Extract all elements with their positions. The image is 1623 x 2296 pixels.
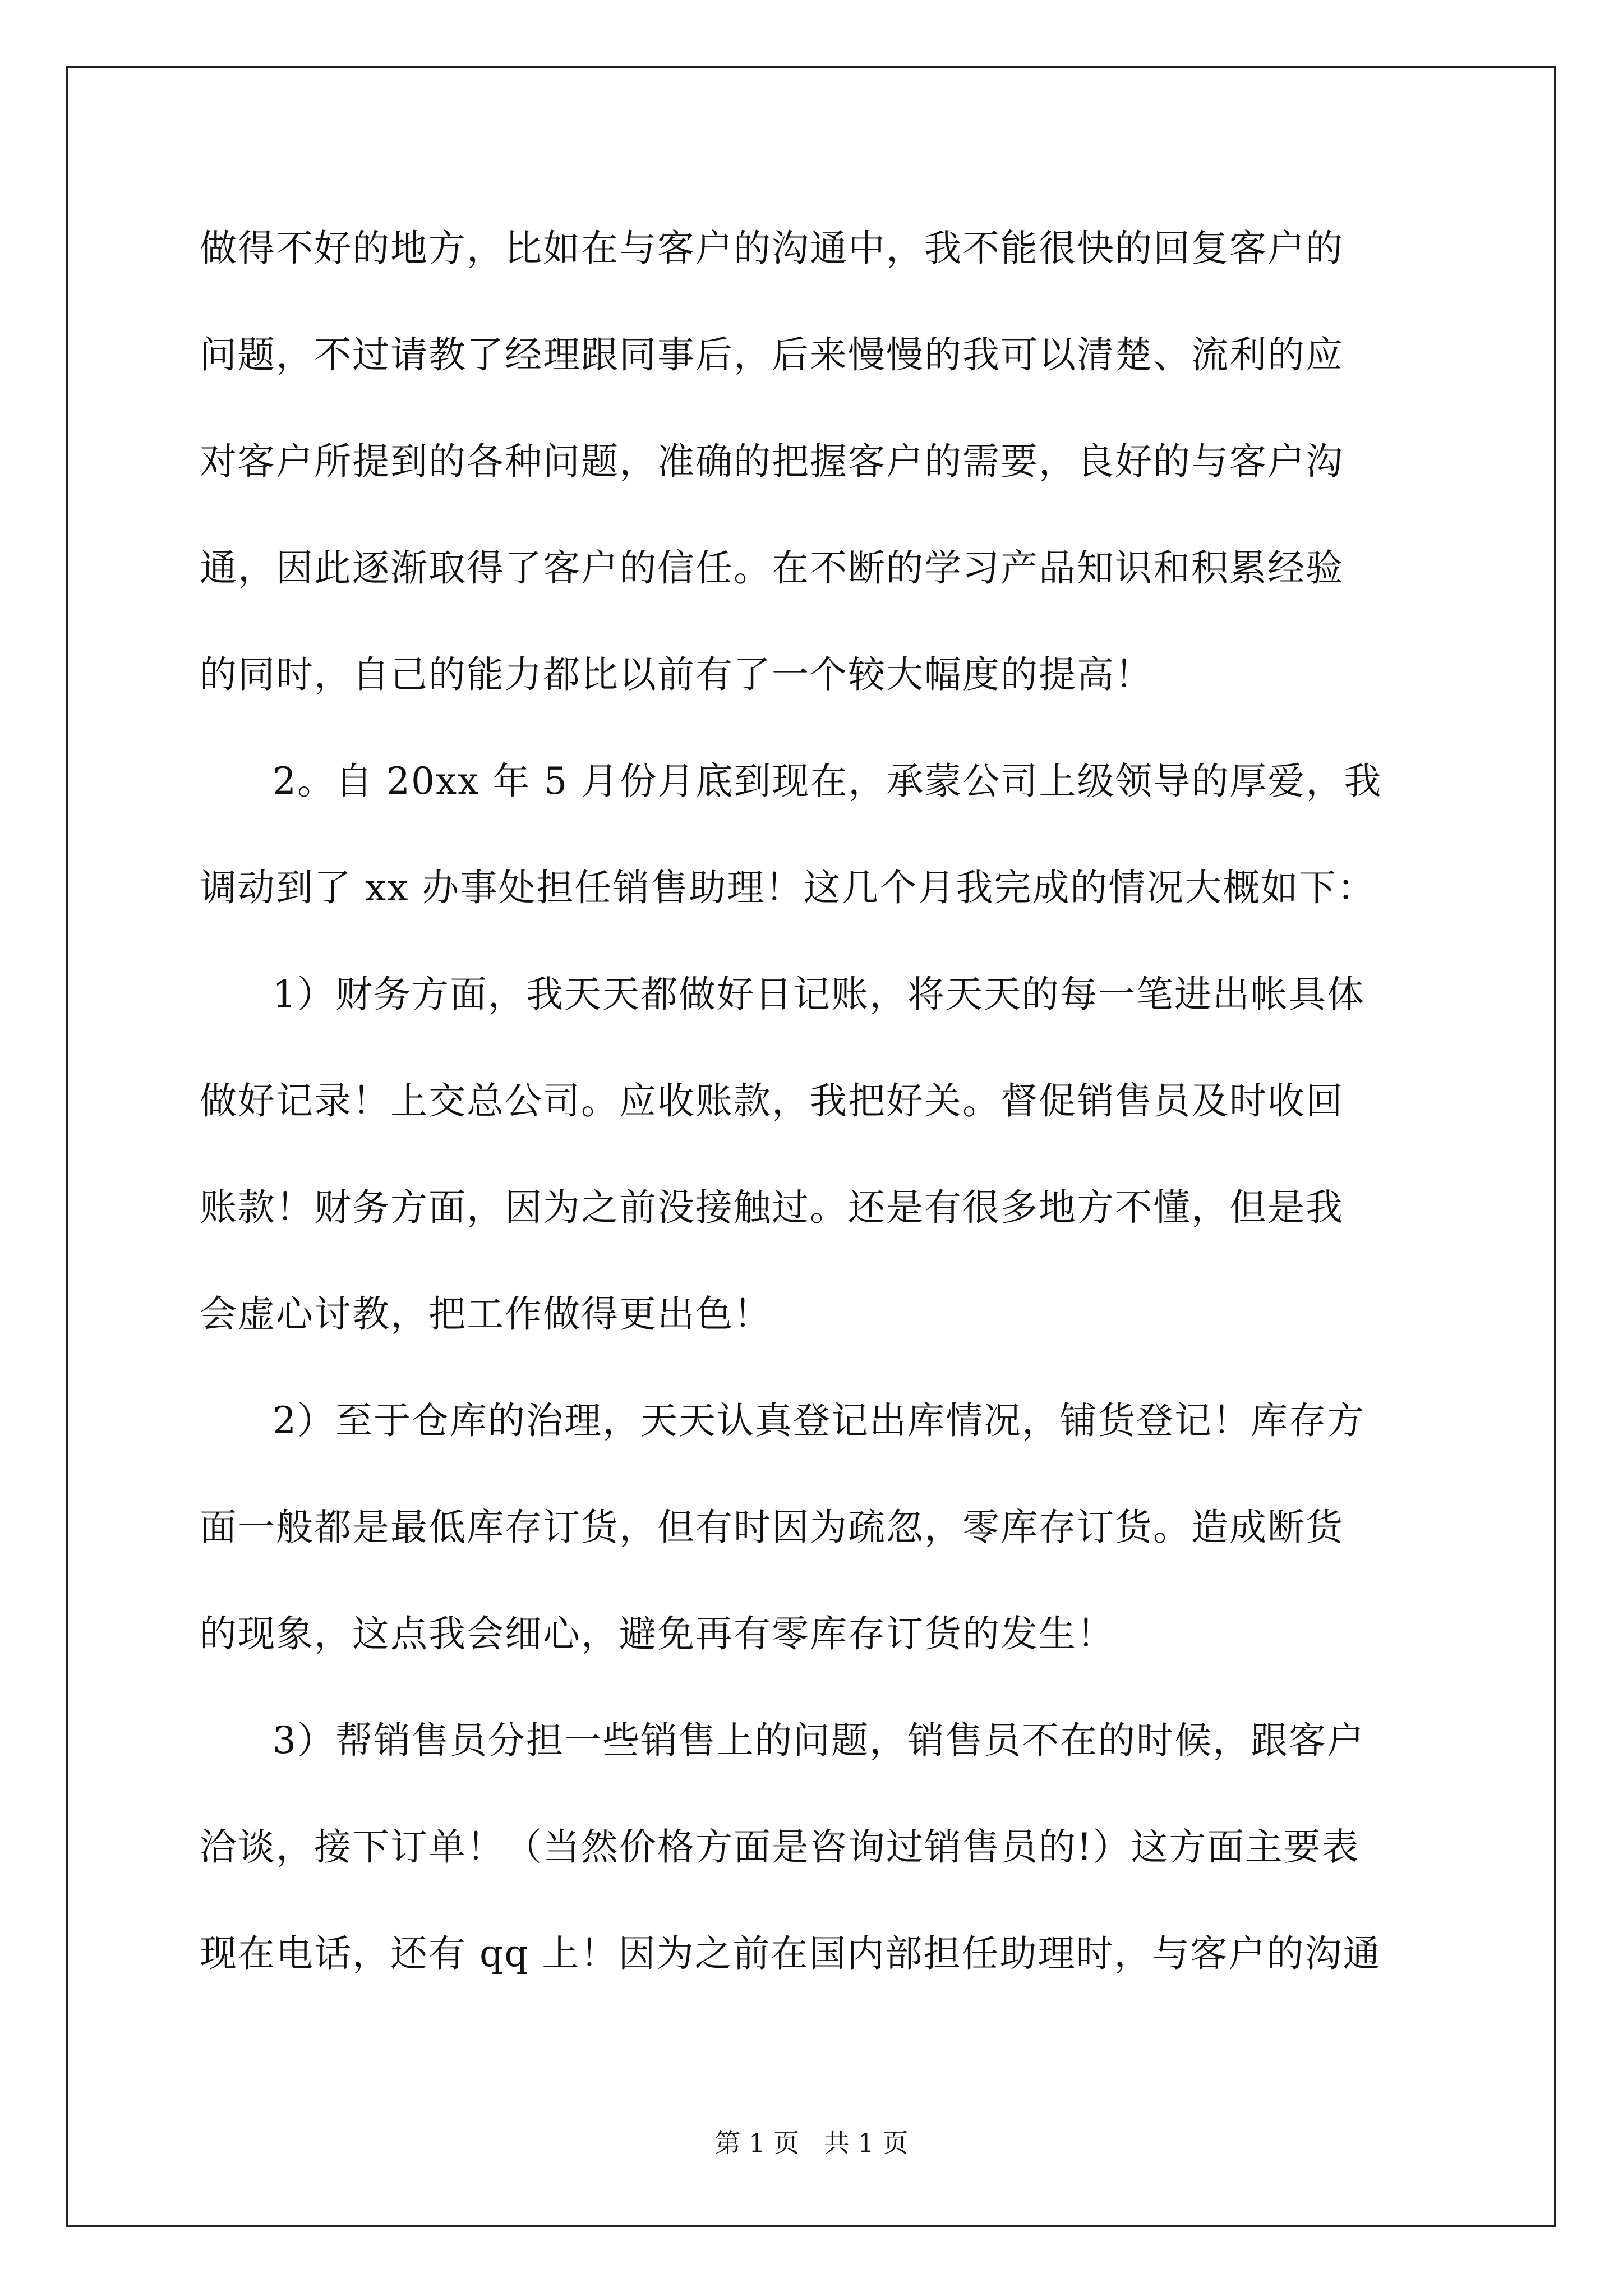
text-line: 面一般都是最低库存订货，但有时因为疏忽，零库存订货。造成断货 bbox=[200, 1506, 1344, 1549]
document-body bbox=[200, 218, 1433, 2030]
paragraph-start-line: 3）帮销售员分担一些销售上的问题，销售员不在的时候，跟客户 bbox=[273, 1719, 1365, 1762]
text-line: 通，因此逐渐取得了客户的信任。在不断的学习产品知识和积累经验 bbox=[200, 546, 1344, 590]
text-line: 做得不好的地方，比如在与客户的沟通中，我不能很快的回复客户的 bbox=[200, 227, 1344, 270]
text-line: 问题，不过请教了经理跟同事后，后来慢慢的我可以清楚、流利的应 bbox=[200, 333, 1344, 376]
text-line: 洽谈，接下订单！（当然价格方面是咨询过销售员的!）这方面主要表 bbox=[200, 1825, 1360, 1869]
text-line: 账款！财务方面，因为之前没接触过。还是有很多地方不懂，但是我 bbox=[200, 1186, 1344, 1229]
paragraph-start-line: 2）至于仓库的治理，天天认真登记出库情况，铺货登记！库存方 bbox=[273, 1399, 1365, 1442]
paragraph-start-line: 2。自 20xx 年 5 月份月底到现在，承蒙公司上级领导的厚爱，我 bbox=[273, 760, 1382, 803]
page-number-footer: 第 1 页 共 1 页 bbox=[714, 2128, 909, 2158]
text-line: 会虚心讨教，把工作做得更出色！ bbox=[200, 1292, 772, 1336]
text-line: 对客户所提到的各种问题，准确的把握客户的需要，良好的与客户沟 bbox=[200, 440, 1344, 483]
text-line: 的同时，自己的能力都比以前有了一个较大幅度的提高！ bbox=[200, 653, 1153, 696]
text-line: 现在电话，还有 qq 上！因为之前在国内部担任助理时，与客户的沟通 bbox=[200, 1932, 1381, 1975]
text-line: 做好记录！上交总公司。应收账款，我把好关。督促销售员及时收回 bbox=[200, 1079, 1344, 1122]
paragraph-start-line: 1）财务方面，我天天都做好日记账，将天天的每一笔进出帐具体 bbox=[273, 973, 1365, 1016]
text-line: 调动到了 xx 办事处担任销售助理！这几个月我完成的情况大概如下： bbox=[200, 866, 1376, 909]
text-line: 的现象，这点我会细心，避免再有零库存订货的发生！ bbox=[200, 1612, 1115, 1655]
